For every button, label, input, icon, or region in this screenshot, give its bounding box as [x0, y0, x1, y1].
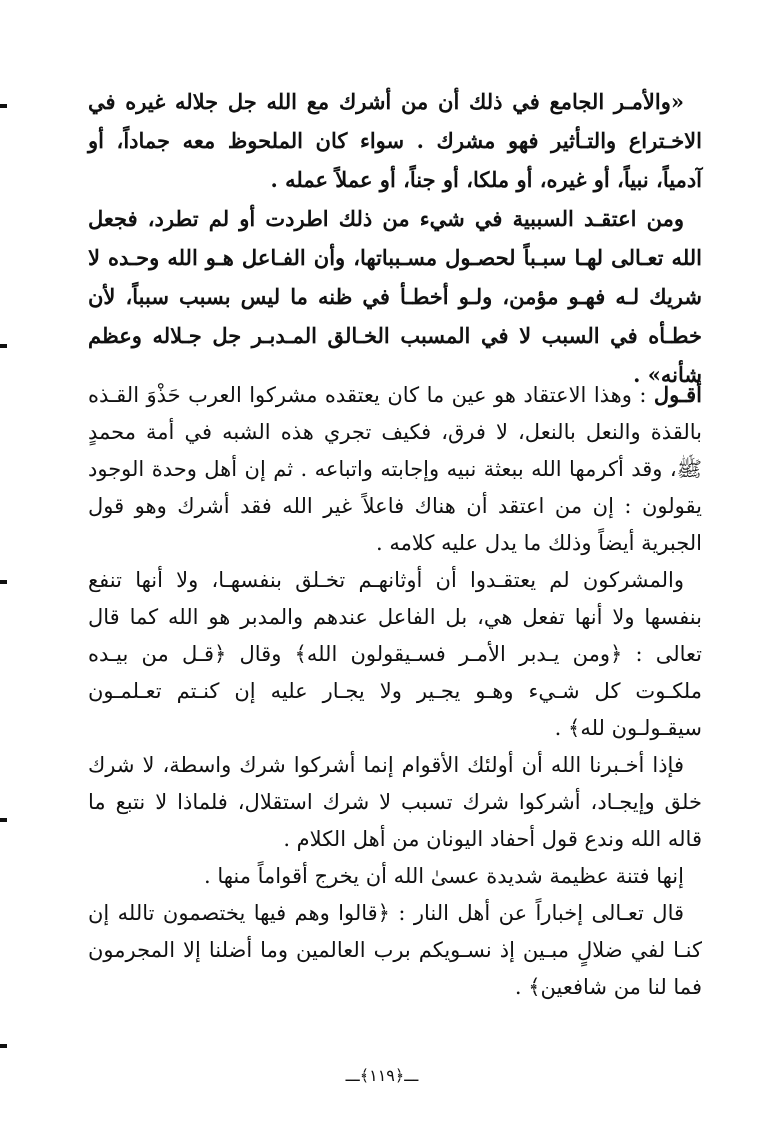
- margin-mark: [0, 344, 7, 348]
- margin-mark: [0, 818, 7, 822]
- margin-mark: [0, 1044, 7, 1048]
- paragraph: والمشركون لم يعتقـدوا أن أوثانهـم تخـلق بنفسهـا، ولا أنها تنفع بنفسها ولا أنها تفعل هي، بل الفاعل عندهم والمدبر هو الله كما قال تعالى : ﴿ومن يـدبر الأمـر فسـيقولون الله﴾ وقال ﴿قـل من بيـده ملكـوت كل شـيء وهـو يجـير ولا يجـار عليه إن كنـتم تعـلمـون سيقـولـون لله﴾ .: [88, 568, 702, 740]
- quoted-passage: [88, 82, 702, 394]
- paragraph: فإذا أخـبرنا الله أن أولئك الأقوام إنما أشركوا شرك واسطة، لا شرك خلق وإيجـاد، أشركوا شرك تسبب لا شرك استقلال، فلماذا لا نتبع ما قاله الله وندع قول أحفاد اليونان من أهل الكلام .: [88, 753, 702, 851]
- paragraph: إنها فتنة عظيمة شديدة عسىٰ الله أن يخرج أقواماً منها .: [203, 864, 684, 888]
- paragraph-text: : وهذا الاعتقاد هو عين ما كان يعتقده مشركوا العرب حَذْوَ القـذه بالقذة والنعل بالنعل، لا فرق، فكيف تجري هذه الشبه في أمة محمدٍ ﷺ، وقد أكرمها الله ببعثة نبيه وإجابته واتباعه . ثم إن أهل وحدة الوجود يقولون : إن من اعتقد أن هناك فاعلاً غير الله فقد أشرك وهو قول الجبرية أيضاً وذلك ما يدل عليه كلامه .: [88, 383, 702, 555]
- commentary-passage: [88, 376, 702, 1006]
- paragraph: ومن اعتقـد السببية في شيء من ذلك اطردت أو لم تطرد، فجعل الله تعـالى لهـا سبـباً لحصـول مسـبباتها، وأن الفـاعل هـو الله وحـده لا شريك لـه فهـو مؤمن، ولـو أخطـأ في ظنه ما ليس بسبب سبباً، لأن خطـأه في السبب لا في المسبب الخـالق المـدبـر جل جـلاله وعظم شأنه» .: [88, 206, 702, 387]
- margin-mark: [0, 580, 7, 584]
- paragraph: [88, 376, 702, 562]
- margin-mark: [0, 104, 7, 108]
- paragraph: قال تعـالى إخباراً عن أهل النار : ﴿قالوا وهم فيها يختصمون تالله إن كنـا لفي ضلالٍ مبـين إذ نسـويكم برب العالمين وما أضلنا إلا المجرمون فما لنا من شافعين﴾ .: [88, 901, 702, 999]
- lead-word: أقـول: [653, 382, 702, 407]
- paragraph: «والأمـر الجامع في ذلك أن من أشرك مع الله جل جلاله غيره في الاخـتراع والتـأثير فهو مشرك . سواء كان الملحوظ معه جماداً، أو آدمياً، نبياً، أو غيره، أو ملكا، أو جناً، أو عملاً عمله .: [88, 89, 702, 192]
- page-number: ـــ﴿١١٩﴾ـــ: [345, 1066, 419, 1085]
